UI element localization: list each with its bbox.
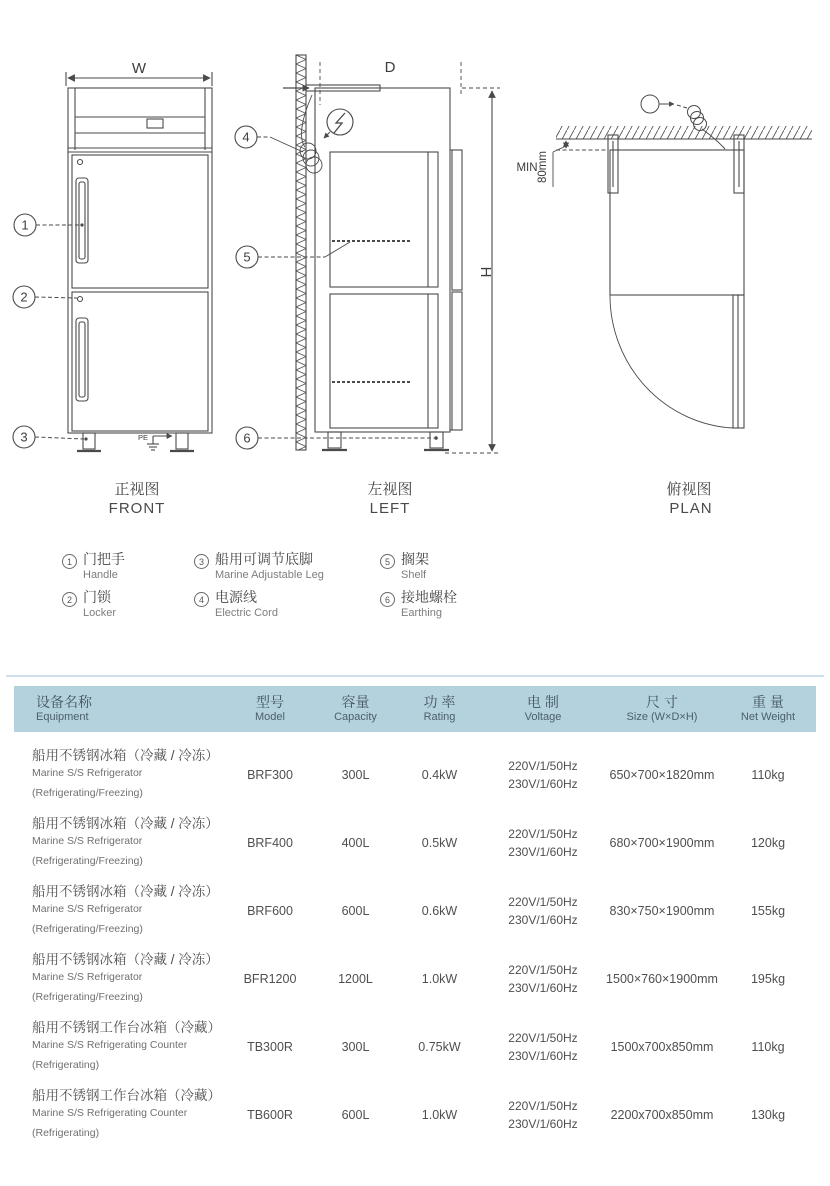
cell-equipment: 船用不锈钢冰箱（冷藏 / 冷冻） Marine S/S Refrigerator (Refrigerating/Freezing) — [32, 748, 219, 800]
power-symbol-icon — [324, 109, 353, 138]
cell-size: 650×700×1820mm — [609, 767, 715, 782]
cell-equipment: 船用不锈钢冰箱（冷藏 / 冷冻） Marine S/S Refrigerator (Refrigerating/Freezing) — [32, 816, 219, 868]
cell-weight: 195kg — [750, 971, 786, 986]
legend-number-2: 2 — [62, 592, 77, 607]
table-row — [14, 1081, 816, 1149]
cell-model: TB600R — [247, 1107, 293, 1122]
legend-label-zh: 门把手 — [83, 551, 125, 567]
cell-model: BFR1200 — [243, 971, 297, 986]
legend-item-earthing — [380, 590, 457, 628]
cell-weight: 130kg — [750, 1107, 786, 1122]
pe-label: PE — [137, 433, 149, 442]
callout-2 — [13, 286, 77, 308]
cell-voltage: 220V/1/50Hz 230V/1/60Hz — [508, 895, 578, 927]
cell-weight: 155kg — [750, 903, 786, 918]
cell-size: 680×700×1900mm — [609, 835, 715, 850]
legend-item-handle — [62, 552, 194, 590]
callout-4-number: 4 — [242, 129, 250, 145]
callout-2-number: 2 — [20, 289, 28, 305]
front-view-title-en: FRONT — [108, 500, 166, 517]
legend-label-zh: 门锁 — [83, 589, 111, 605]
cell-rating: 1.0kW — [421, 1107, 458, 1122]
cell-weight: 120kg — [750, 835, 786, 850]
cell-size: 1500×760×1900mm — [606, 971, 718, 986]
cell-voltage: 220V/1/50Hz 230V/1/60Hz — [508, 827, 578, 859]
legend-item-adjustable-leg — [194, 552, 380, 590]
cell-voltage: 220V/1/50Hz 230V/1/60Hz — [508, 759, 578, 791]
left-view-drawing — [235, 55, 500, 517]
left-depth-dim-label: D — [384, 59, 396, 76]
clearance-label: 80mm — [537, 151, 549, 183]
front-width-dim-label: W — [131, 60, 147, 77]
cell-rating: 0.4kW — [421, 767, 458, 782]
cell-rating: 0.6kW — [421, 903, 458, 918]
cell-rating: 0.5kW — [421, 835, 458, 850]
plan-view-title-en: PLAN — [669, 500, 713, 517]
cell-equipment: 船用不锈钢冰箱（冷藏 / 冷冻） Marine S/S Refrigerator (Refrigerating/Freezing) — [32, 952, 219, 1004]
table-header — [14, 686, 816, 732]
left-view-title-en: LEFT — [369, 500, 411, 517]
legend-label-zh: 接地螺栓 — [401, 589, 457, 605]
cell-size: 2200x700x850mm — [610, 1107, 714, 1122]
cell-capacity: 400L — [341, 835, 370, 850]
cell-equipment: 船用不锈钢工作台冰箱（冷藏） Marine S/S Refrigerating Counter (Refrigerating) — [32, 1020, 221, 1072]
header-weight: 重 量 Net Weight — [740, 694, 796, 723]
cell-size: 1500x700x850mm — [610, 1039, 714, 1054]
cell-equipment: 船用不锈钢冰箱（冷藏 / 冷冻） Marine S/S Refrigerator (Refrigerating/Freezing) — [32, 884, 219, 936]
legend-label-zh: 电源线 — [215, 589, 257, 605]
clearance-dimension — [516, 141, 606, 187]
callout-5 — [236, 246, 325, 268]
plan-view-drawing — [516, 95, 812, 517]
left-view-title-zh: 左视图 — [367, 481, 413, 498]
front-view-drawing — [13, 60, 212, 517]
callout-3 — [13, 426, 88, 448]
callout-1 — [14, 214, 84, 236]
header-capacity: 容量 Capacity — [334, 694, 377, 723]
plug-cord-icon — [641, 95, 725, 149]
technical-drawings — [0, 0, 830, 545]
header-rating: 功 率 Rating — [423, 694, 456, 723]
cell-rating: 1.0kW — [421, 971, 458, 986]
table-row — [14, 741, 816, 809]
header-voltage: 电 制 Voltage — [524, 694, 562, 723]
legend-label-en: Shelf — [401, 569, 427, 581]
header-model: 型号 Model — [255, 694, 285, 723]
min-label: MIN — [516, 162, 538, 174]
callout-1-number: 1 — [21, 217, 29, 233]
header-size: 尺 寸 Size (W×D×H) — [626, 694, 698, 723]
callout-6-number: 6 — [243, 430, 251, 446]
legend-label-en: Marine Adjustable Leg — [215, 569, 324, 581]
callout-5-number: 5 — [243, 249, 251, 265]
cell-rating: 0.75kW — [418, 1039, 461, 1054]
table-row — [14, 877, 816, 945]
cell-capacity: 300L — [341, 767, 370, 782]
legend-label-zh: 搁架 — [401, 551, 429, 567]
cell-weight: 110kg — [751, 1039, 785, 1054]
legend-number-3: 3 — [194, 554, 209, 569]
cell-voltage: 220V/1/50Hz 230V/1/60Hz — [508, 963, 578, 995]
legend-item-electric-cord — [194, 590, 380, 628]
header-equipment: 设备名称 Equipment — [36, 694, 92, 723]
table-body — [14, 741, 816, 1149]
cell-model: TB300R — [247, 1039, 293, 1054]
legend-item-shelf — [380, 552, 457, 590]
cell-size: 830×750×1900mm — [609, 903, 715, 918]
legend-number-1: 1 — [62, 554, 77, 569]
table-top-rule — [6, 675, 824, 677]
cell-capacity: 300L — [341, 1039, 370, 1054]
cell-capacity: 1200L — [338, 971, 373, 986]
callout-4 — [235, 126, 303, 152]
callout-3-number: 3 — [20, 429, 28, 445]
legend-number-6: 6 — [380, 592, 395, 607]
callout-6 — [236, 427, 438, 449]
plan-view-title-zh: 俯视图 — [666, 481, 712, 498]
table-row — [14, 945, 816, 1013]
cell-equipment: 船用不锈钢工作台冰箱（冷藏） Marine S/S Refrigerating Counter (Refrigerating) — [32, 1088, 221, 1140]
cell-model: BRF600 — [247, 903, 293, 918]
cell-capacity: 600L — [341, 903, 370, 918]
legend-label-en: Handle — [83, 569, 118, 581]
cell-weight: 110kg — [751, 767, 785, 782]
earthing-symbol — [138, 433, 172, 450]
legend-item-locker — [62, 590, 194, 628]
cell-voltage: 220V/1/50Hz 230V/1/60Hz — [508, 1031, 578, 1063]
legend-number-4: 4 — [194, 592, 209, 607]
parts-legend — [62, 552, 457, 628]
legend-label-en: Locker — [83, 607, 117, 619]
legend-label-zh: 船用可调节底脚 — [215, 551, 313, 567]
cell-voltage: 220V/1/50Hz 230V/1/60Hz — [508, 1099, 578, 1131]
table-row — [14, 809, 816, 877]
legend-label-en: Electric Cord — [215, 607, 278, 619]
cell-model: BRF300 — [247, 767, 293, 782]
cell-capacity: 600L — [341, 1107, 370, 1122]
legend-number-5: 5 — [380, 554, 395, 569]
table-row — [14, 1013, 816, 1081]
legend-label-en: Earthing — [401, 607, 442, 619]
cell-model: BRF400 — [247, 835, 293, 850]
front-view-title-zh: 正视图 — [114, 481, 160, 498]
left-height-dim-label: H — [477, 266, 494, 278]
